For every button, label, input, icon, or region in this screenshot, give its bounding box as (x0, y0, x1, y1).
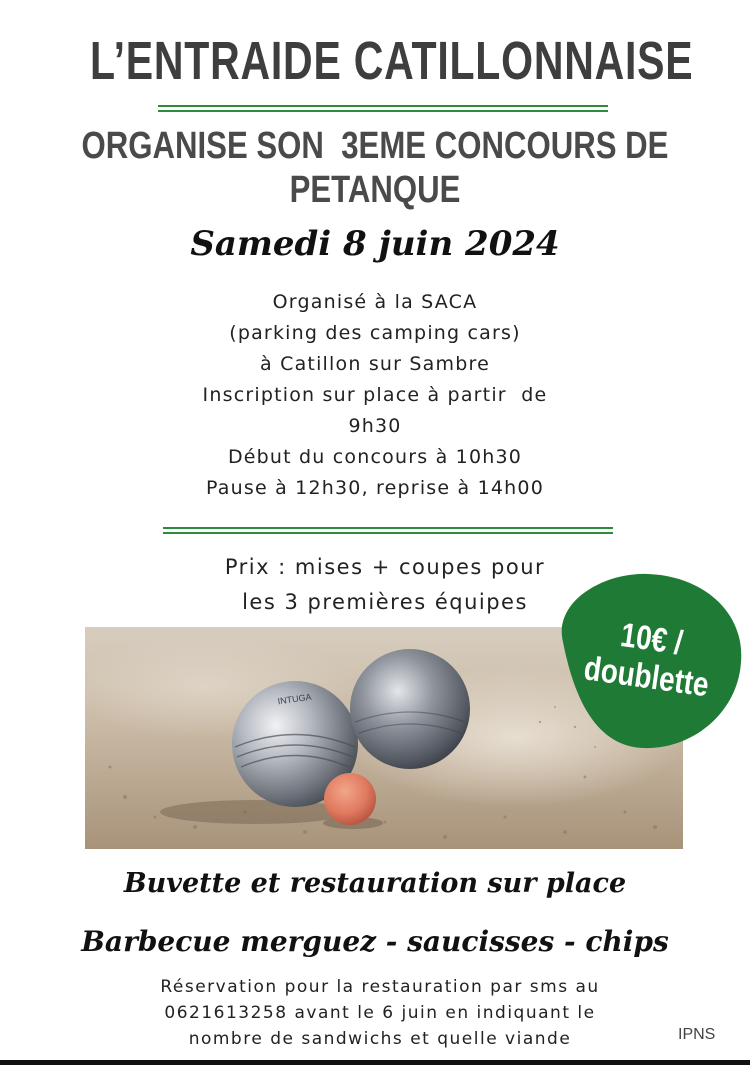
subtitle-line-2: PETANQUE (289, 169, 461, 211)
ipns-tag: IPNS (678, 1026, 716, 1043)
info-line: Début du concours à 10h30 (227, 446, 523, 468)
subtitle-line-1: ORGANISE SON 3EME CONCOURS DE (81, 125, 669, 167)
reservation-line: 0621613258 avant le 6 juin en indiquant le (164, 1003, 596, 1023)
buvette-text: Buvette et restauration sur place (123, 868, 627, 899)
event-info (150, 287, 600, 504)
info-line: Organisé à la SACA (272, 291, 478, 313)
info-line: Inscription sur place à partir de (202, 384, 548, 406)
bottom-border (0, 1060, 750, 1065)
info-line: 9h30 (348, 415, 402, 437)
reservation-info (105, 974, 655, 1052)
price-line-1: 10€ / (618, 616, 685, 663)
prize-line: Prix : mises + coupes pour (224, 555, 546, 579)
info-line: Pause à 12h30, reprise à 14h00 (205, 477, 544, 499)
reservation-line: Réservation pour la restauration par sms au (160, 977, 600, 997)
price-line-2: doublette (581, 649, 712, 705)
prize-line: les 3 premières équipes (242, 590, 528, 614)
poster-title: L’ENTRAIDE CATILLONNAISE (90, 31, 694, 91)
info-line: (parking des camping cars) (229, 322, 521, 344)
info-line: à Catillon sur Sambre (260, 353, 490, 375)
reservation-line: nombre de sandwichs et quelle viande (188, 1029, 572, 1049)
poster-subtitle (68, 124, 683, 212)
ball-stamp-text: INTUGA (277, 691, 313, 707)
prize-info (160, 550, 610, 620)
menu-text: Barbecue merguez - saucisses - chips (81, 925, 669, 958)
event-date: Samedi 8 juin 2024 (190, 224, 560, 264)
